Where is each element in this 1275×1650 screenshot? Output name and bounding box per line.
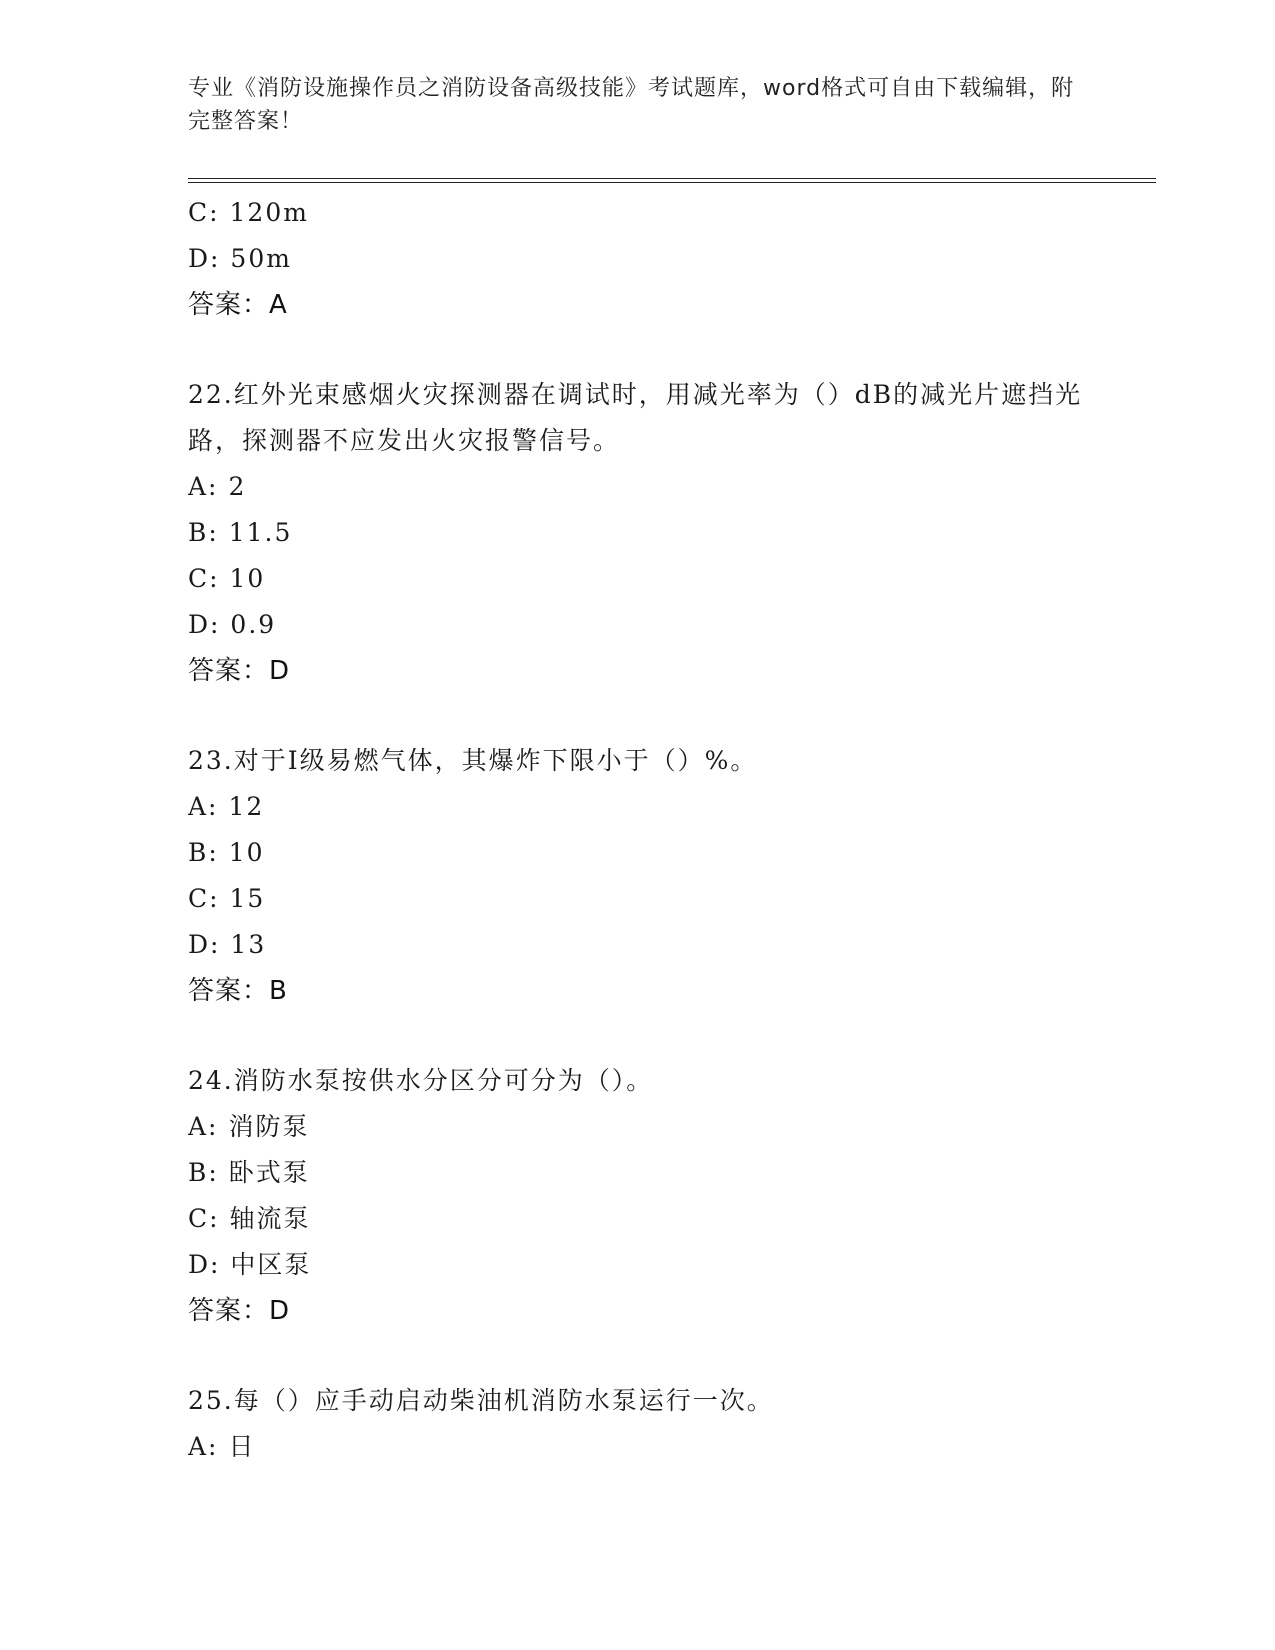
option-b — [188, 830, 1088, 876]
option-c — [188, 876, 1088, 922]
option-text: 中区泵 — [230, 1250, 312, 1279]
option-label: D: — [188, 244, 221, 273]
option-c — [188, 556, 1088, 602]
option-b — [188, 510, 1088, 556]
option-label: C: — [188, 198, 220, 227]
option-d — [188, 922, 1088, 968]
document-header: 专业《消防设施操作员之消防设备高级技能》考试题库，word格式可自由下载编辑，附完整答案！ — [188, 76, 1075, 134]
question-stem: 25.每（）应手动启动柴油机消防水泵运行一次。 — [188, 1386, 774, 1415]
option-a — [188, 1424, 1088, 1470]
option-label: D: — [188, 930, 221, 959]
option-text: 轴流泵 — [229, 1204, 311, 1233]
option-label: A: — [188, 1432, 219, 1461]
option-text: 11.5 — [228, 518, 293, 547]
option-d — [188, 602, 1088, 648]
option-d — [188, 1242, 1088, 1288]
header-divider — [188, 178, 1156, 183]
question-stem: 23.对于Ⅰ级易燃气体，其爆炸下限小于（）%。 — [188, 746, 758, 775]
option-label: D: — [188, 1250, 221, 1279]
option-a — [188, 1104, 1088, 1150]
answer-line: 答案：D — [188, 656, 291, 686]
question-25 — [188, 1378, 1088, 1470]
option-text: 13 — [230, 930, 267, 959]
answer-line: 答案：B — [188, 976, 288, 1006]
answer-line: 答案：D — [188, 1296, 291, 1326]
option-text: 15 — [229, 884, 266, 913]
option-label: B: — [188, 1158, 219, 1187]
option-a — [188, 784, 1088, 830]
option-text: 10 — [228, 838, 265, 867]
option-text: 50m — [230, 244, 292, 273]
option-label: A: — [188, 472, 219, 501]
option-label: B: — [188, 838, 219, 867]
option-label: B: — [188, 518, 219, 547]
option-text: 0.9 — [230, 610, 277, 639]
option-label: D: — [188, 610, 221, 639]
question-22 — [188, 372, 1088, 694]
option-text: 消防泵 — [228, 1112, 310, 1141]
option-text: 2 — [228, 472, 247, 501]
option-label: C: — [188, 884, 220, 913]
carryover-question — [188, 190, 1088, 328]
option-text: 120m — [229, 198, 309, 227]
option-label: A: — [188, 792, 219, 821]
option-d — [188, 236, 1088, 282]
question-23 — [188, 738, 1088, 1014]
option-c — [188, 190, 1088, 236]
option-text: 10 — [229, 564, 266, 593]
question-stem: 24.消防水泵按供水分区分可分为（）。 — [188, 1066, 654, 1095]
option-text: 日 — [228, 1432, 256, 1461]
option-a — [188, 464, 1088, 510]
option-text: 12 — [228, 792, 265, 821]
question-stem: 22.红外光束感烟火灾探测器在调试时，用减光率为（）dB的减光片遮挡光路，探测器不应发出火灾报警信号。 — [188, 380, 1083, 455]
option-label: A: — [188, 1112, 219, 1141]
question-24 — [188, 1058, 1088, 1334]
option-label: C: — [188, 564, 220, 593]
answer-line: 答案：A — [188, 290, 288, 320]
option-text: 卧式泵 — [228, 1158, 310, 1187]
option-label: C: — [188, 1204, 220, 1233]
option-c — [188, 1196, 1088, 1242]
question-list — [188, 190, 1088, 1470]
option-b — [188, 1150, 1088, 1196]
